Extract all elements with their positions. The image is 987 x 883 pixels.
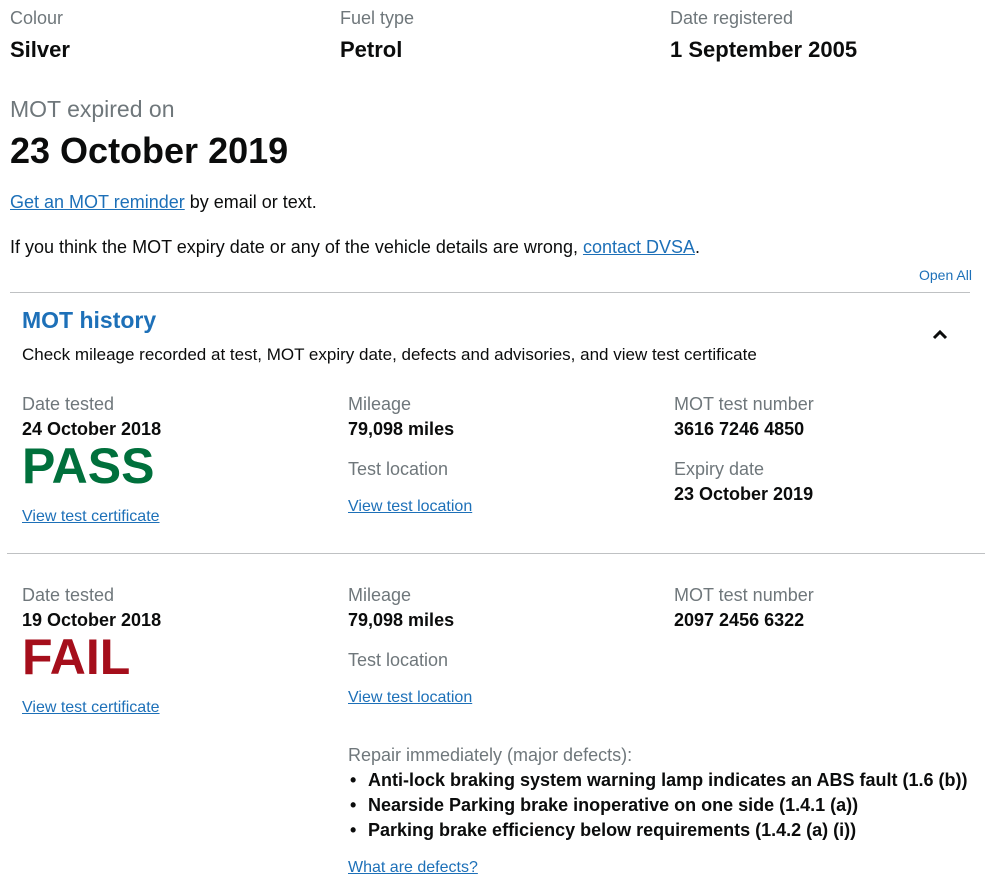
colour-value: Silver [10, 37, 70, 62]
expiry-date-label: Expiry date [674, 459, 765, 479]
defect-item [348, 768, 978, 793]
date-registered-label: Date registered [670, 8, 794, 28]
view-test-location-link[interactable]: View test location [348, 689, 473, 706]
bullet-icon: • [350, 770, 357, 790]
view-test-location-link[interactable]: View test location [348, 498, 473, 515]
mileage-value: 79,098 miles [348, 419, 455, 439]
test-location-label: Test location [348, 650, 449, 670]
defects-list [348, 768, 978, 843]
mileage-label: Mileage [348, 394, 412, 414]
defect-text: Parking brake efficiency below requirements (1.4.2 (a) (i)) [368, 820, 857, 840]
test-result-pass: PASS [22, 438, 155, 494]
mot-history-heading[interactable]: MOT history [22, 307, 157, 333]
defect-text: Anti-lock braking system warning lamp indicates an ABS fault (1.6 (b)) [368, 770, 968, 790]
bullet-icon: • [350, 820, 357, 840]
date-tested-label: Date tested [22, 394, 115, 414]
fuel-type-value: Petrol [340, 37, 403, 62]
mot-expired-date: 23 October 2019 [10, 130, 289, 171]
fuel-type-label: Fuel type [340, 8, 415, 28]
mot-test-number-label: MOT test number [674, 585, 814, 605]
test-divider [7, 553, 985, 554]
date-registered-value: 1 September 2005 [670, 37, 858, 62]
chevron-up-icon[interactable] [928, 322, 952, 346]
reminder-line [10, 192, 317, 213]
date-tested-value: 24 October 2018 [22, 419, 162, 439]
mileage-label: Mileage [348, 585, 412, 605]
wrong-details-suffix: . [695, 237, 701, 257]
major-defects-label: Repair immediately (major defects): [348, 745, 633, 765]
defect-text: Nearside Parking brake inoperative on one side (1.4.1 (a)) [368, 795, 859, 815]
accordion-top-divider [10, 292, 970, 293]
wrong-details-line [10, 237, 700, 258]
open-all-link[interactable]: Open All [919, 267, 972, 283]
what-are-defects-link[interactable]: What are defects? [348, 859, 478, 876]
date-tested-value: 19 October 2018 [22, 610, 162, 630]
view-test-certificate-link[interactable]: View test certificate [22, 699, 160, 716]
mot-expired-label: MOT expired on [10, 96, 175, 122]
wrong-details-text: If you think the MOT expiry date or any of the vehicle details are wrong, [10, 237, 583, 257]
contact-dvsa-link[interactable]: contact DVSA [582, 237, 696, 257]
mot-history-subtitle: Check mileage recorded at test, MOT expiry date, defects and advisories, and view test certificate [22, 345, 757, 364]
mot-test-number-value: 3616 7246 4850 [674, 419, 805, 439]
defect-item [348, 793, 978, 818]
bullet-icon: • [350, 795, 357, 815]
date-tested-label: Date tested [22, 585, 115, 605]
expiry-date-value: 23 October 2019 [674, 484, 814, 504]
test-result-fail: FAIL [22, 629, 131, 685]
reminder-suffix: by email or text. [184, 192, 317, 212]
mot-reminder-link[interactable]: Get an MOT reminder [10, 192, 185, 212]
mot-test-number-value: 2097 2456 6322 [674, 610, 805, 630]
colour-label: Colour [10, 8, 64, 28]
mileage-value: 79,098 miles [348, 610, 455, 630]
defect-item [348, 818, 978, 843]
mot-test-number-label: MOT test number [674, 394, 814, 414]
view-test-certificate-link[interactable]: View test certificate [22, 508, 160, 525]
test-location-label: Test location [348, 459, 449, 479]
